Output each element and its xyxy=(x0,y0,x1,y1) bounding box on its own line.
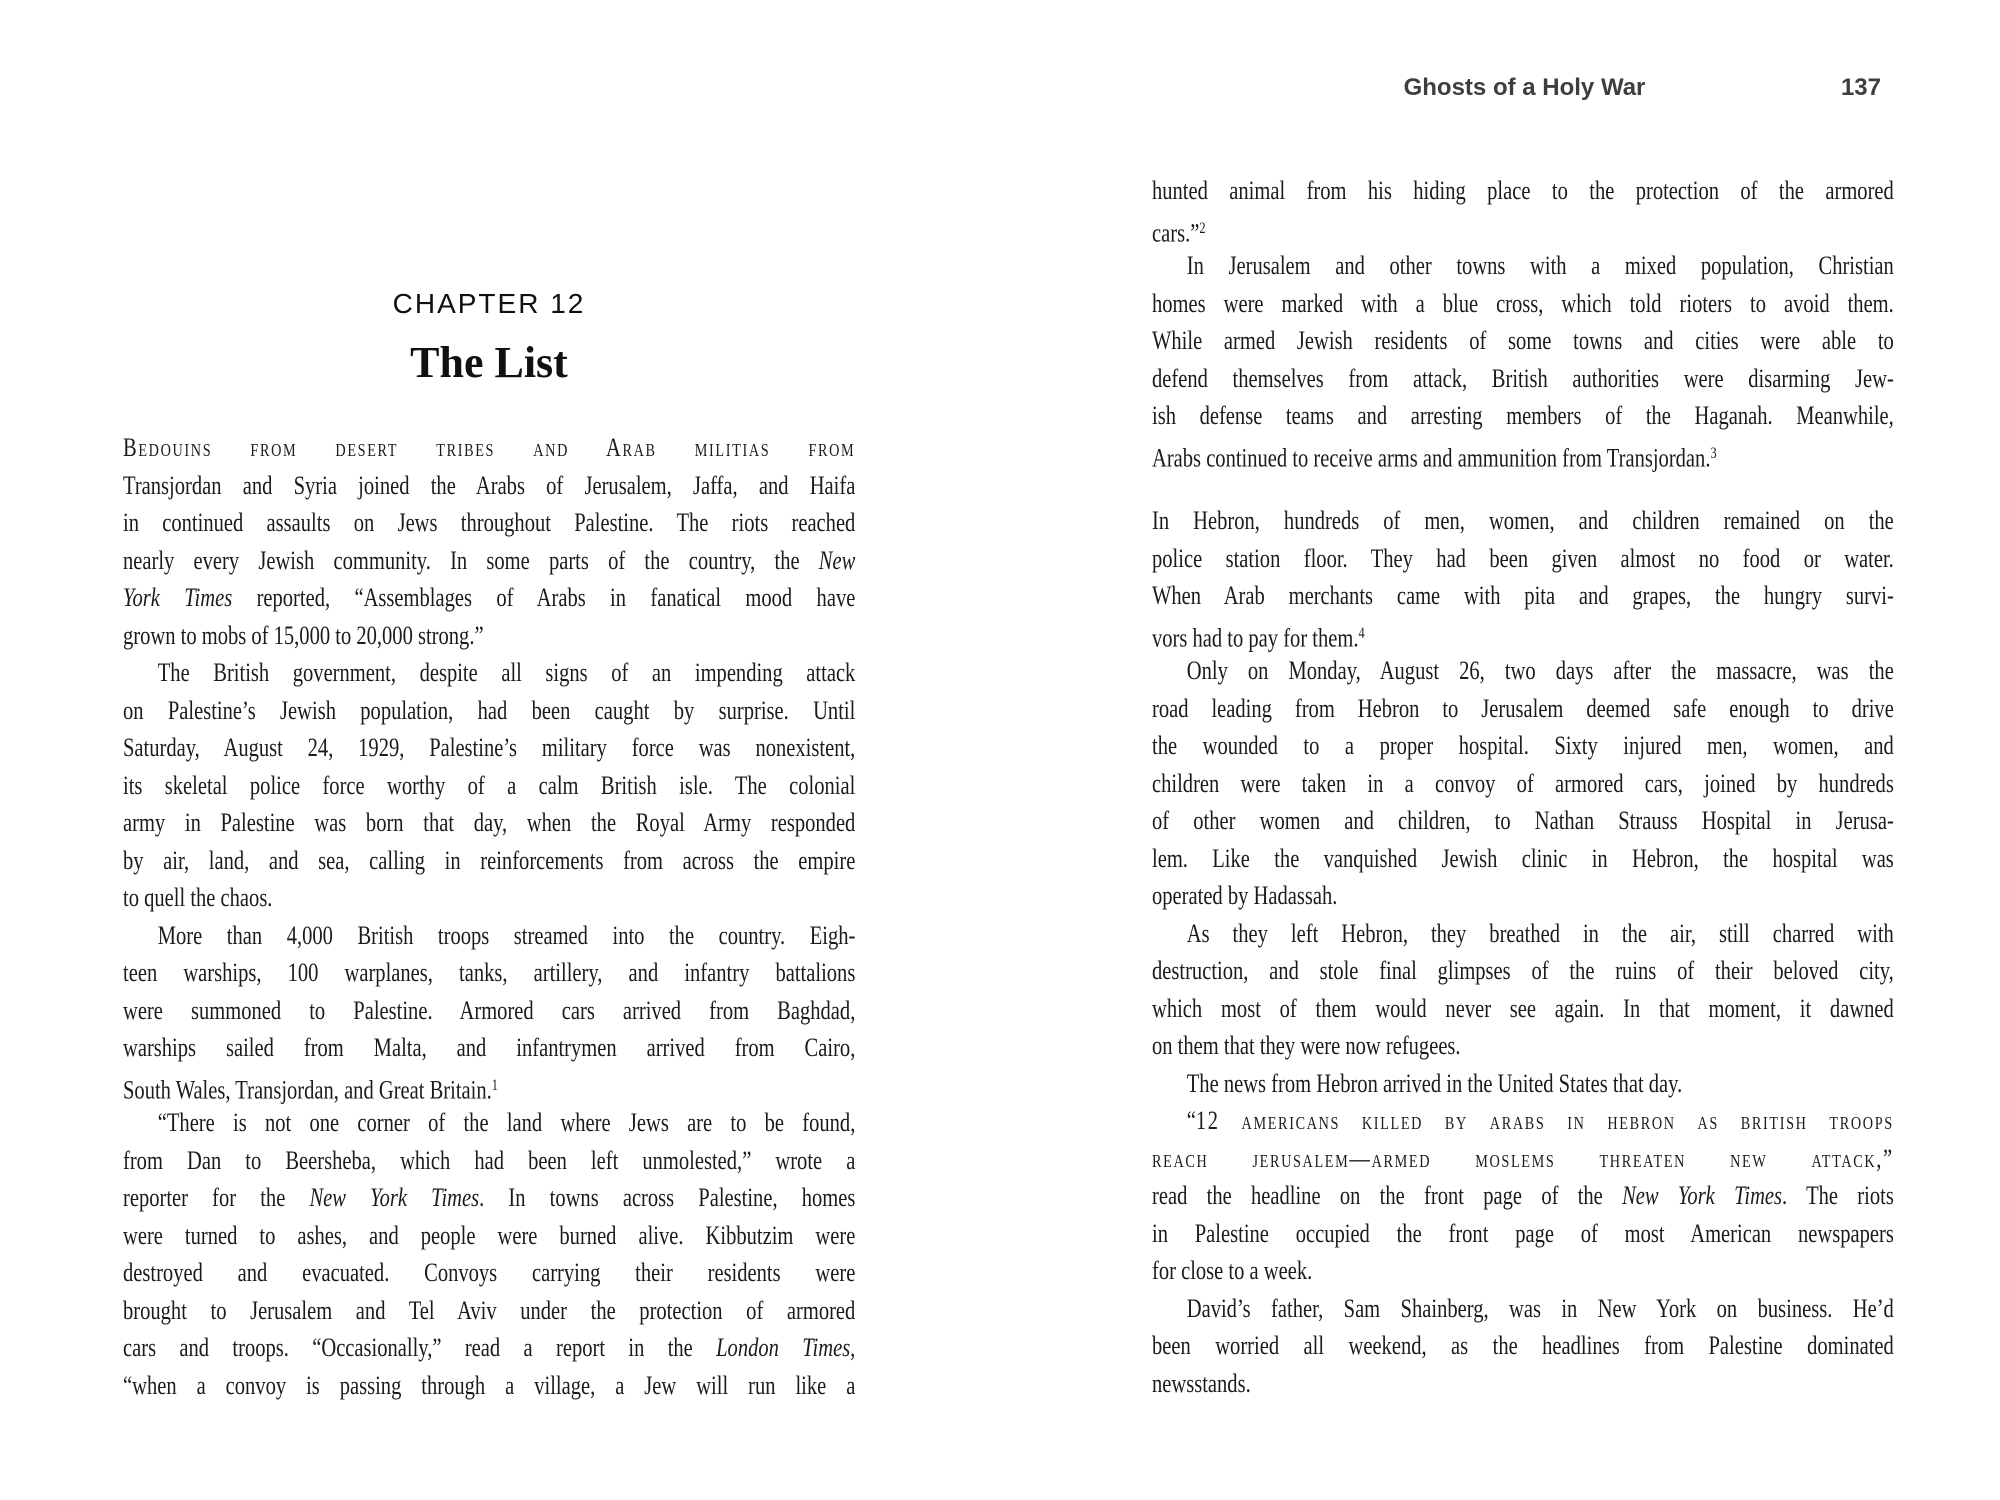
text-line: from Dan to Beersheba, which had been left unmolested,” wrote a xyxy=(123,1145,856,1175)
text-line: “There is not one corner of the land where Jews are to be found, xyxy=(157,1108,856,1137)
text-line: defend themselves from attack, British authorities were disarming Jew- xyxy=(1152,363,1894,393)
text-line: were summoned to Palestine. Armored cars arrived from Baghdad, xyxy=(123,995,856,1025)
text-line: operated by Hadassah. xyxy=(1152,881,1338,910)
text-line: its skeletal police force worthy of a calm British isle. The colonial xyxy=(123,770,856,800)
text-line: read the headline on the front page of the New York Times. The riots xyxy=(1152,1181,1894,1210)
text-line: “12 americans killed by arabs in hebron as british troops xyxy=(1186,1106,1894,1135)
text-line: In Hebron, hundreds of men, women, and children remained on the xyxy=(1152,506,1894,535)
text-line: by air, land, and sea, calling in reinforcements from across the empire xyxy=(123,845,856,875)
text-line: in continued assaults on Jews throughout Palestine. The riots reached xyxy=(123,508,856,537)
text-line: cars.”$^2$ xyxy=(1152,218,1206,248)
text-line: grown to mobs of 15,000 to 20,000 strong.” xyxy=(123,620,484,650)
text-line: children were taken in a convoy of armored cars, joined by hundreds xyxy=(1152,768,1894,798)
left-page-text xyxy=(123,429,855,1404)
text-line: in Palestine occupied the front page of most American newspapers xyxy=(1152,1218,1894,1248)
text-line: which most of them would never see again. In that moment, it dawned xyxy=(1152,993,1894,1023)
text-line: In Jerusalem and other towns with a mixed population, Christian xyxy=(1186,251,1894,280)
text-line: been worried all weekend, as the headlines from Palestine dominated xyxy=(1152,1331,1894,1360)
text-line: homes were marked with a blue cross, which told rioters to avoid them. xyxy=(1152,288,1894,318)
text-line: lem. Like the vanquished Jewish clinic in Hebron, the hospital was xyxy=(1152,843,1894,873)
text-line: warships sailed from Malta, and infantrymen arrived from Cairo, xyxy=(123,1033,856,1062)
chapter-title: The List xyxy=(410,338,568,387)
text-line: Bedouins from desert tribes and Arab militias from xyxy=(123,433,856,462)
text-line: on Palestine’s Jewish population, had been caught by surprise. Until xyxy=(123,695,856,725)
text-line: As they left Hebron, they breathed in the air, still charred with xyxy=(1186,918,1894,948)
text-line: When Arab merchants came with pita and grapes, the hungry survi- xyxy=(1152,581,1894,610)
text-line: to quell the chaos. xyxy=(123,883,273,912)
running-head xyxy=(1152,74,1897,104)
text-line: on them that they were now refugees. xyxy=(1152,1031,1461,1060)
text-line: nearly every Jewish community. In some parts of the country, the New xyxy=(123,545,856,575)
running-head-title: Ghosts of a Holy War xyxy=(1403,74,1646,101)
text-line: David’s father, Sam Shainberg, was in New York on business. He’d xyxy=(1186,1293,1894,1323)
page-number: 137 xyxy=(1840,74,1881,101)
text-line: the wounded to a proper hospital. Sixty injured men, women, and xyxy=(1152,731,1894,760)
text-line: reporter for the New York Times. In towns across Palestine, homes xyxy=(123,1183,856,1212)
text-line: hunted animal from his hiding place to the protection of the armored xyxy=(1152,176,1894,205)
text-line: cars and troops. “Occasionally,” read a report in the London Times, xyxy=(123,1333,856,1362)
text-line: destroyed and evacuated. Convoys carrying their residents were xyxy=(123,1258,856,1287)
text-line: newsstands. xyxy=(1152,1368,1251,1398)
text-line: While armed Jewish residents of some towns and cities were able to xyxy=(1152,326,1894,355)
text-line: South Wales, Transjordan, and Great Britain.$^1$ xyxy=(123,1075,498,1105)
text-line: were turned to ashes, and people were burned alive. Kibbutzim were xyxy=(123,1220,856,1250)
text-line: reach jerusalem—armed moslems threaten new attack,” xyxy=(1152,1143,1894,1173)
text-line: “when a convoy is passing through a village, a Jew will run like a xyxy=(123,1370,856,1400)
text-line: More than 4,000 British troops streamed into the country. Eigh- xyxy=(157,920,856,950)
right-page-text xyxy=(1152,172,1894,1402)
text-line: brought to Jerusalem and Tel Aviv under the protection of armored xyxy=(123,1295,856,1325)
text-line: army in Palestine was born that day, when the Royal Army responded xyxy=(123,808,856,837)
text-line: ish defense teams and arresting members of the Haganah. Meanwhile, xyxy=(1152,401,1894,430)
text-line: Saturday, August 24, 1929, Palestine’s military force was nonexistent, xyxy=(123,733,856,762)
text-line: for close to a week. xyxy=(1152,1256,1313,1285)
text-line: destruction, and stole final glimpses of the ruins of their beloved city, xyxy=(1152,956,1894,985)
text-line: road leading from Hebron to Jerusalem deemed safe enough to drive xyxy=(1152,693,1894,723)
text-line: teen warships, 100 warplanes, tanks, artillery, and infantry battalions xyxy=(123,958,856,987)
text-line: of other women and children, to Nathan Strauss Hospital in Jerusa- xyxy=(1152,806,1894,835)
text-line: Transjordan and Syria joined the Arabs of Jerusalem, Jaffa, and Haifa xyxy=(123,470,856,500)
text-line: The news from Hebron arrived in the United States that day. xyxy=(1186,1068,1683,1098)
text-line: York Times reported, “Assemblages of Arabs in fanatical mood have xyxy=(123,583,856,612)
text-line: police station floor. They had been given almost no food or water. xyxy=(1152,543,1894,573)
text-line: Only on Monday, August 26, two days after the massacre, was the xyxy=(1186,656,1894,685)
text-line: Arabs continued to receive arms and ammunition from Transjordan.$^3$ xyxy=(1152,443,1717,473)
text-line: vors had to pay for them.$^4$ xyxy=(1152,623,1365,653)
chapter-label: CHAPTER 12 xyxy=(392,288,586,319)
text-line: The British government, despite all signs of an impending attack xyxy=(157,658,856,687)
